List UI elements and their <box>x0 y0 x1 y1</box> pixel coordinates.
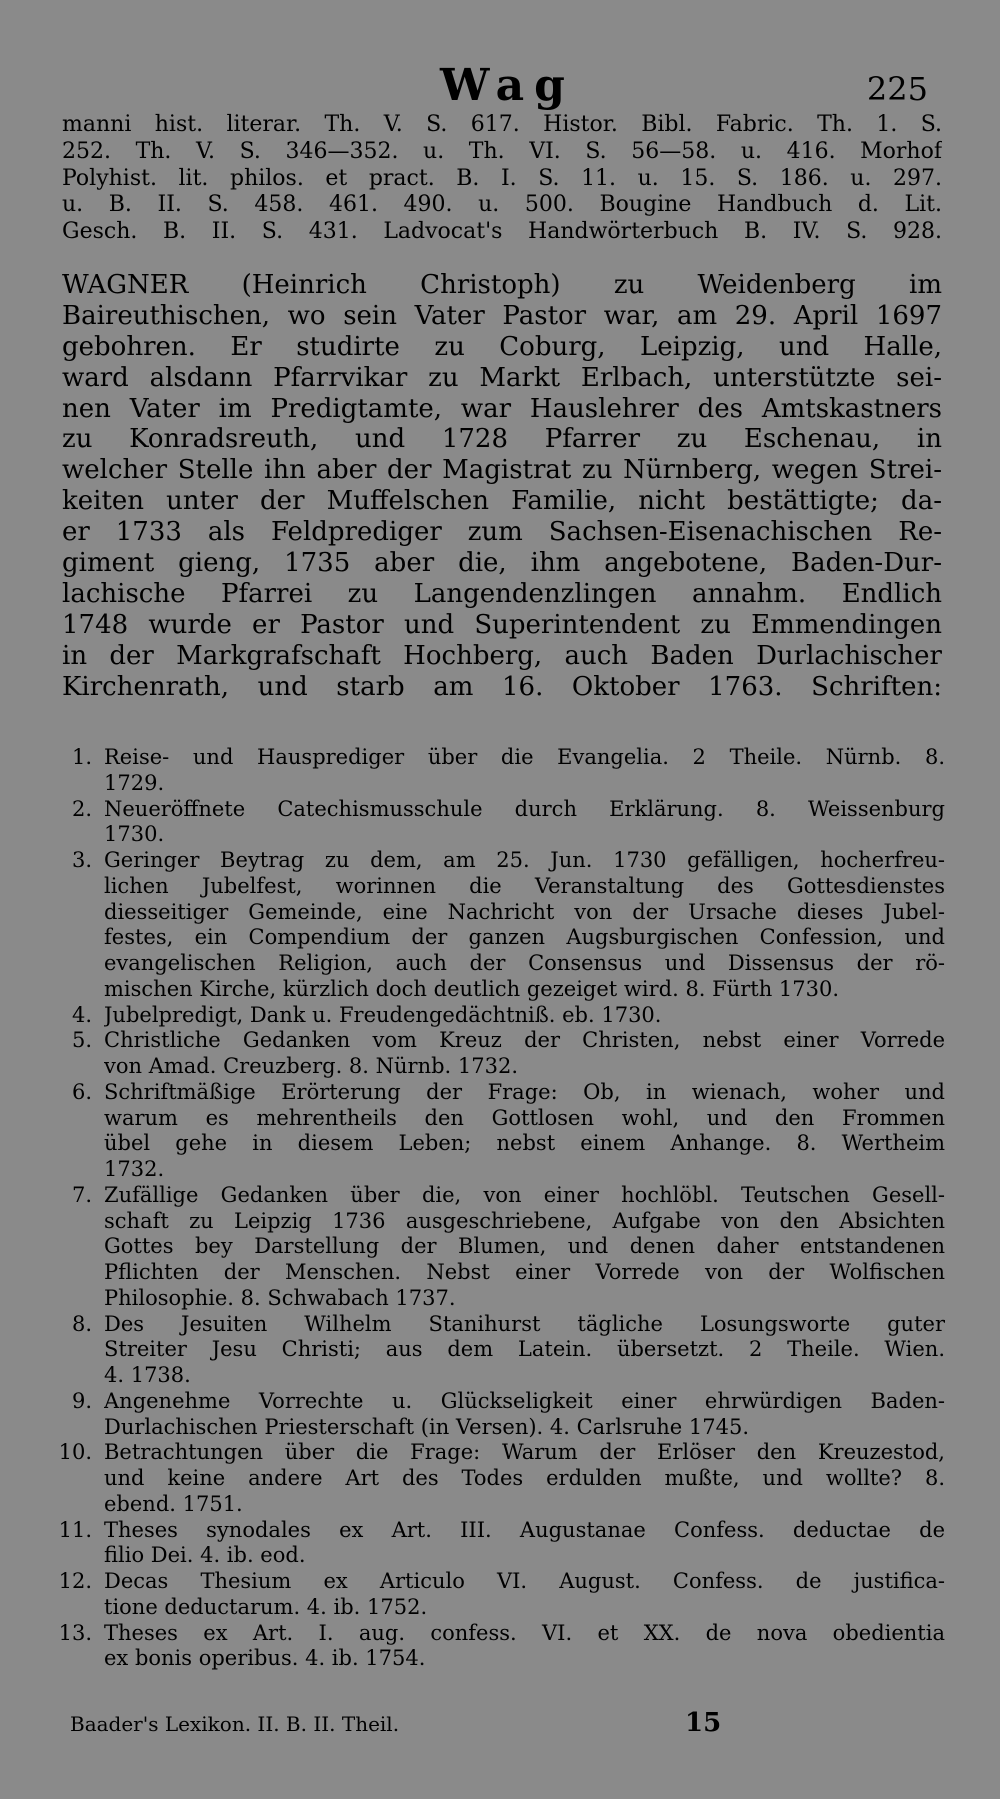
work-item <box>50 848 945 1003</box>
work-number: 5. <box>71 1028 92 1053</box>
work-item <box>50 1080 945 1183</box>
text-line: schaft zu Leipzig 1736 ausgeschriebene, Aufgabe von den Absichten <box>104 1208 945 1233</box>
running-headword: Wag <box>440 60 575 111</box>
text-line: ebend. 1751. <box>104 1491 243 1516</box>
text-line: Angenehme Vorrechte u. Glückseligkeit einer ehrwürdigen Baden- <box>104 1388 945 1413</box>
work-title <box>104 1003 945 1029</box>
works-list <box>50 745 945 1672</box>
running-header <box>0 60 1000 120</box>
text-line: tione deductarum. 4. ib. 1752. <box>104 1594 428 1619</box>
page-footer <box>70 1708 930 1742</box>
text-line: Neueröffnete Catechismusschule durch Erklärung. 8. Weissenburg <box>104 796 945 821</box>
text-line: Betrachtungen über die Frage: Warum der Erlöser den Kreuzestod, <box>104 1440 945 1465</box>
continued-bibliography <box>62 112 942 246</box>
text-line: Zufällige Gedanken über die, von einer hochlöbl. Teutschen Gesell- <box>104 1182 945 1207</box>
text-line: nen Vater im Predigtamte, war Hauslehrer des Amtskastners <box>62 393 942 424</box>
work-title <box>104 1080 945 1183</box>
text-line: 4. 1738. <box>104 1363 191 1387</box>
work-number: 1. <box>71 745 92 769</box>
text-line: Reise- und Hausprediger über die Evangelia. 2 Theile. Nürnb. 8. <box>104 745 945 769</box>
text-line: WAGNER (Heinrich Christoph) zu Weidenberg im <box>62 270 942 300</box>
text-line: Theses synodales ex Art. III. Augustanae Confess. deductae de <box>104 1517 945 1542</box>
text-line: u. B. II. S. 458. 461. 490. u. 500. Bougine Handbuch d. Lit. <box>62 192 942 218</box>
text-line: filio Dei. 4. ib. eod. <box>104 1543 306 1568</box>
biography-entry-wagner <box>62 270 942 702</box>
work-title <box>104 1183 945 1312</box>
work-item <box>50 745 945 797</box>
work-title <box>104 797 945 849</box>
text-line: Durlachischen Priesterschaft (in Versen). 4. Carlsruhe 1745. <box>104 1414 750 1439</box>
page-number: 225 <box>866 70 928 108</box>
work-title <box>104 1621 945 1673</box>
work-title <box>104 848 945 1003</box>
text-line: giment gieng, 1735 aber die, ihm angebotene, Baden-Dur- <box>62 548 942 579</box>
text-line: diesseitiger Gemeinde, eine Nachricht von der Ursache dieses Jubel- <box>104 899 945 924</box>
text-line: Philosophie. 8. Schwabach 1737. <box>104 1285 456 1310</box>
work-title <box>104 1028 945 1080</box>
text-line: Baireuthischen, wo sein Vater Pastor war, am 29. April 1697 <box>62 300 942 331</box>
text-line: mischen Kirche, kürzlich doch deutlich gezeiget wird. 8. Fürth 1730. <box>104 976 840 1001</box>
work-number: 3. <box>71 848 92 872</box>
text-line: evangelischen Religion, auch der Consensus und Dissensus der rö- <box>104 951 945 975</box>
work-title <box>104 1569 945 1621</box>
text-line: er 1733 als Feldprediger zum Sachsen-Eisenachischen Re- <box>62 517 942 548</box>
text-line: zu Konradsreuth, und 1728 Pfarrer zu Eschenau, in <box>62 424 942 455</box>
text-line: 1732. <box>104 1157 165 1181</box>
text-line: in der Markgrafschaft Hochberg, auch Baden Durlachischer <box>62 640 942 671</box>
text-line: 252. Th. V. S. 346—352. u. Th. VI. S. 56—58. u. 416. Morhof <box>62 138 942 164</box>
work-number: 9. <box>71 1388 92 1413</box>
text-line: Pflichten der Menschen. Nebst einer Vorrede von der Wolfischen <box>104 1260 945 1284</box>
text-line: lichen Jubelfest, worinnen die Veranstaltung des Gottesdienstes <box>104 873 945 898</box>
work-title <box>104 745 945 797</box>
text-line: Streiter Jesu Christi; aus dem Latein. übersetzt. 2 Theile. Wien. <box>104 1337 945 1362</box>
work-number: 2. <box>71 796 92 821</box>
work-item <box>50 1003 945 1029</box>
work-item <box>50 1389 945 1441</box>
footer-sheet-number: 15 <box>685 1708 722 1738</box>
text-line: 1748 wurde er Pastor und Superintendent zu Emmendingen <box>62 609 942 640</box>
text-line: von Amad. Creuzberg. 8. Nürnb. 1732. <box>104 1054 519 1078</box>
text-line: Schriftmäßige Erörterung der Frage: Ob, in wienach, woher und <box>104 1079 945 1104</box>
text-line: 1730. <box>104 822 165 847</box>
footer-signature: Baader's Lexikon. II. B. II. Theil. <box>70 1712 400 1736</box>
work-item <box>50 797 945 849</box>
text-line: manni hist. literar. Th. V. S. 617. Histor. Bibl. Fabric. Th. 1. S. <box>62 112 942 137</box>
text-line: Geringer Beytrag zu dem, am 25. Jun. 1730 gefälligen, hocherfreu- <box>104 848 945 872</box>
work-number: 11. <box>58 1517 92 1542</box>
work-title <box>104 1440 945 1517</box>
text-line: welcher Stelle ihn aber der Magistrat zu Nürnberg, wegen Strei- <box>62 455 942 486</box>
text-line: gebohren. Er studirte zu Coburg, Leipzig, und Halle, <box>62 331 942 362</box>
work-item <box>50 1312 945 1389</box>
work-item <box>50 1569 945 1621</box>
text-line: Decas Thesium ex Articulo VI. August. Confess. de justifica- <box>104 1569 945 1593</box>
text-line: Gesch. B. II. S. 431. Ladvocat's Handwörterbuch B. IV. S. 928. <box>62 219 942 245</box>
work-item <box>50 1028 945 1080</box>
work-number: 12. <box>58 1569 92 1593</box>
text-line: keiten unter der Muffelschen Familie, nicht bestättigte; da- <box>62 486 942 517</box>
work-item <box>50 1183 945 1312</box>
text-line: übel gehe in diesem Leben; nebst einem Anhange. 8. Wertheim <box>104 1131 945 1156</box>
text-line: lachische Pfarrei zu Langendenzlingen annahm. Endlich <box>62 578 942 609</box>
text-line: Kirchenrath, und starb am 16. Oktober 1763. Schriften: <box>62 671 942 702</box>
text-line: ward alsdann Pfarrvikar zu Markt Erlbach, unterstützte sei- <box>62 362 942 393</box>
text-line: 1729. <box>104 770 165 795</box>
work-item <box>50 1621 945 1673</box>
text-line: warum es mehrentheils den Gottlosen wohl, und den Frommen <box>104 1105 945 1130</box>
work-item <box>50 1440 945 1517</box>
work-title <box>104 1389 945 1441</box>
text-line: und keine andere Art des Todes erdulden mußte, und wollte? 8. <box>104 1466 945 1490</box>
text-line: Jubelpredigt, Dank u. Freudengedächtniß. eb. 1730. <box>104 1002 662 1027</box>
text-line: Des Jesuiten Wilhelm Stanihurst tägliche Losungsworte guter <box>104 1311 945 1336</box>
text-line: Christliche Gedanken vom Kreuz der Christen, nebst einer Vorrede <box>104 1028 945 1053</box>
work-number: 13. <box>58 1620 92 1645</box>
work-number: 4. <box>71 1002 92 1027</box>
work-number: 8. <box>71 1311 92 1336</box>
work-number: 6. <box>71 1079 92 1104</box>
text-line: Polyhist. lit. philos. et pract. B. I. S. 11. u. 15. S. 186. u. 297. <box>62 165 942 191</box>
work-title <box>104 1518 945 1570</box>
work-item <box>50 1518 945 1570</box>
work-number: 7. <box>71 1182 92 1207</box>
work-title <box>104 1312 945 1389</box>
text-line: Gottes bey Darstellung der Blumen, und denen daher entstandenen <box>104 1234 945 1259</box>
text-line: ex bonis operibus. 4. ib. 1754. <box>104 1646 426 1671</box>
work-number: 10. <box>58 1440 92 1465</box>
text-line: festes, ein Compendium der ganzen Augsburgischen Confession, und <box>104 925 945 950</box>
text-line: Theses ex Art. I. aug. confess. VI. et XX. de nova obedientia <box>104 1620 945 1645</box>
